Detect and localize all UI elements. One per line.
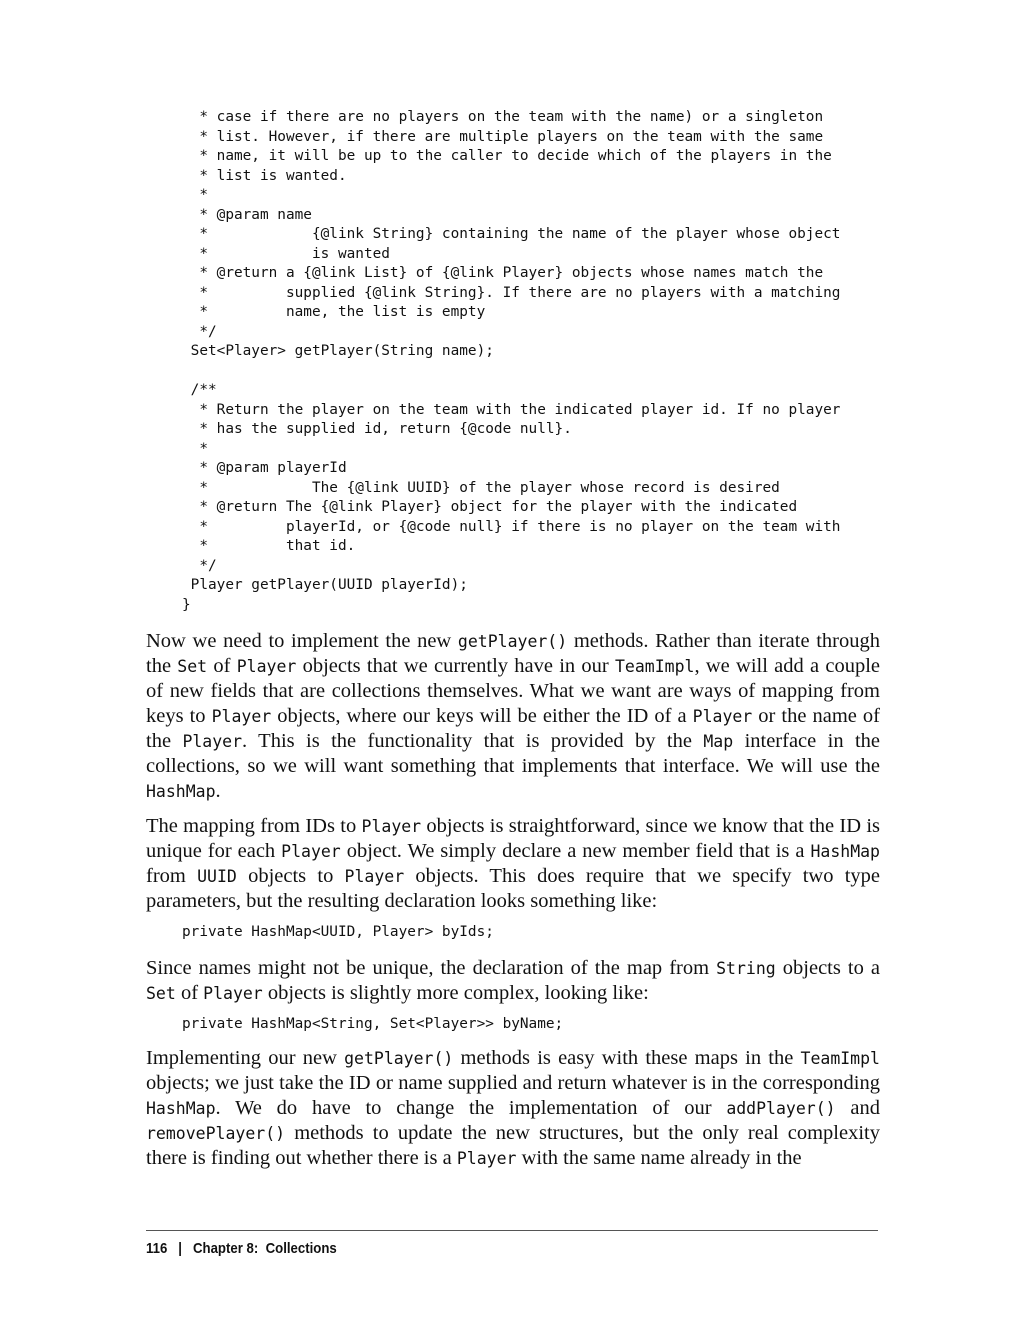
paragraph-mapping-ids: The mapping from IDs to Player objects is straightforward, since we know that the ID is unique for each Player object. We simply declare a new member field that is a HashMap from UUID objects to Player objects. This does require that we specify two type parameters, but the resulting declaration looks something like:: [146, 815, 881, 912]
paragraph-implement-getplayer: Now we need to implement the new getPlayer() methods. Rather than iterate through the Set of Player objects that we currently have in our TeamImpl, we will add a couple of new fields that are collections themselves. What we want are ways of mapping from keys to Player objects, where our keys will be either the ID of a Player or the name of the Player. This is the functionality that is provided by the Map interface in the collections, so we will want something that implements that interface. We will use the HashMap.: [146, 630, 881, 802]
footer-divider: [146, 1230, 878, 1231]
paragraph-implementing-maps: Implementing our new getPlayer() methods is easy with these maps in the TeamImpl objects; we just take the ID or name supplied and return whatever is in the corresponding HashMap. We do have to change the implementation of our addPlayer() and removePlayer() methods to update the new structures, but the only real complexity there is finding out whether there is a Player with the same name already in the: [146, 1047, 880, 1169]
code-byids-declaration: private HashMap<UUID, Player> byIds;: [182, 924, 494, 940]
paragraph-names-not-unique: Since names might not be unique, the declaration of the map from String objects to a Set of Player objects is slightly more complex, looking like:: [146, 957, 880, 1004]
code-byname-declaration: private HashMap<String, Set<Player>> byName;: [182, 1016, 564, 1032]
code-listing-team-interface: * case if there are no players on the team with the name) or a singleton * list. However, if there are multiple players on the team with the same * name, it will be up to the caller to decide which of the players in the * list is wanted. * * @param name * {@link String} containing the name of the player whose object * is wanted * @return a {@link List} of {@link Player} objects whose names match the * supplied {@link String}. If there are no players with a matching * name, the list is empty */ Set<Player> getPlayer(String name); /** * Return the player on the team with the indicated player id. If no player * has the supplied id, return {@code null}. * * @param playerId * The {@link UUID} of the player whose record is desired * @return The {@link Player} object for the player with the indicated * playerId, or {@code null} if there is no player on the team with * that id. */ Player getPlayer(UUID playerId); }: [182, 109, 841, 613]
page-footer: 116 | Chapter 8: Collections: [146, 1240, 337, 1257]
